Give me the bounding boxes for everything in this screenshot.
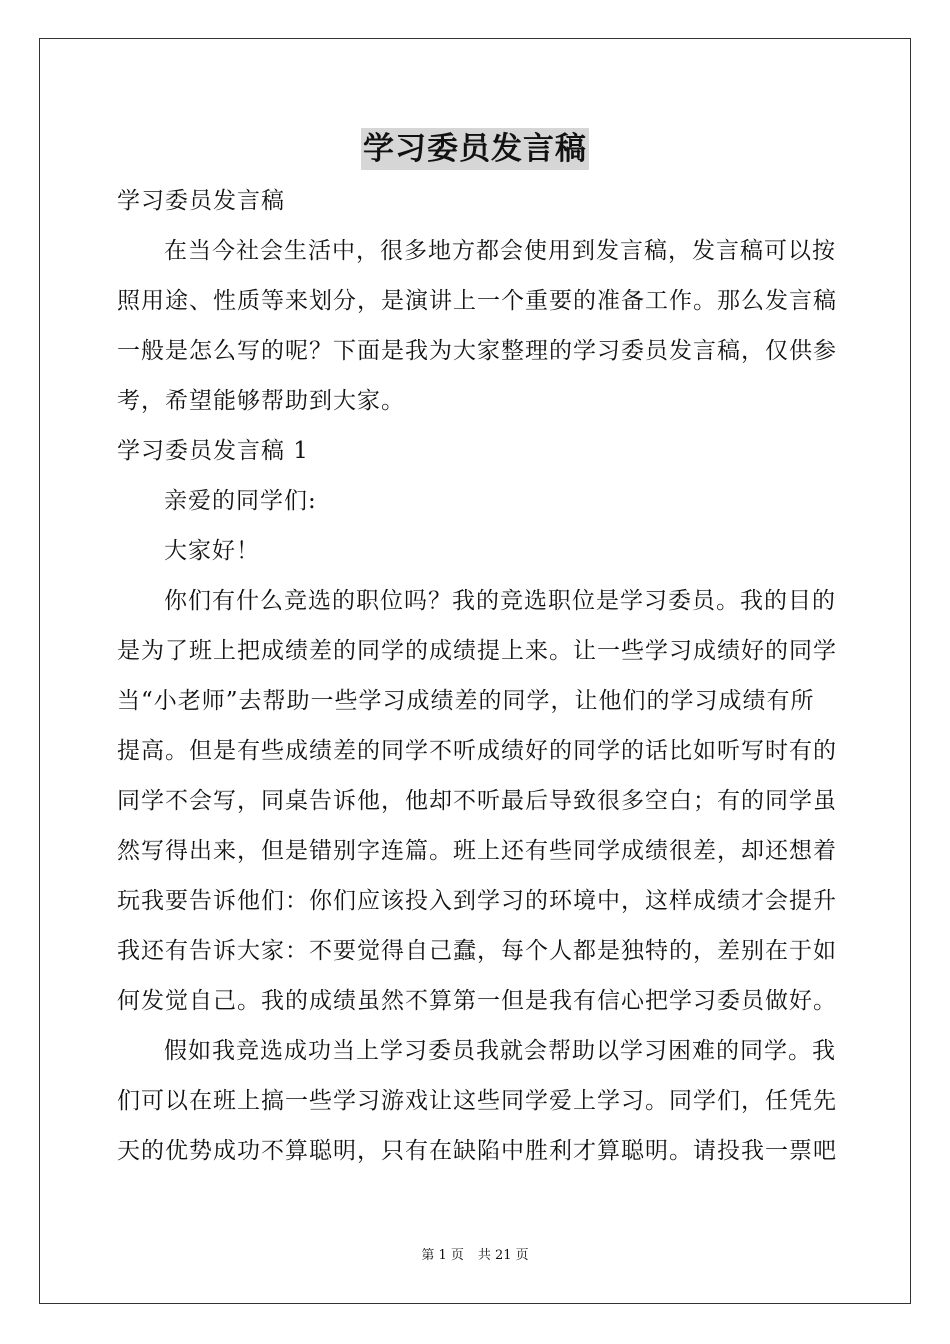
text-line: 提高。但是有些成绩差的同学不听成绩好的同学的话比如听写时有的 bbox=[117, 738, 837, 764]
text-line: 学习委员发言稿 1 bbox=[117, 438, 309, 464]
text-line: 亲爱的同学们: bbox=[164, 488, 317, 514]
text-line: 一般是怎么写的呢？下面是我为大家整理的学习委员发言稿，仅供参 bbox=[117, 338, 837, 364]
text-line: 假如我竞选成功当上学习委员我就会帮助以学习困难的同学。我 bbox=[164, 1038, 836, 1064]
text-line: 你们有什么竞选的职位吗？我的竞选职位是学习委员。我的目的 bbox=[164, 588, 836, 614]
text-line: 考，希望能够帮助到大家。 bbox=[117, 388, 405, 414]
title-container bbox=[0, 128, 950, 170]
document-title: 学习委员发言稿 bbox=[361, 128, 589, 170]
text-line: 玩我要告诉他们：你们应该投入到学习的环境中，这样成绩才会提升 bbox=[117, 888, 837, 914]
page-footer bbox=[0, 1246, 950, 1266]
text-line: 当“小老师”去帮助一些学习成绩差的同学，让他们的学习成绩有所 bbox=[117, 688, 815, 714]
text-line: 然写得出来，但是错别字连篇。班上还有些同学成绩很差，却还想着 bbox=[117, 838, 837, 864]
text-line: 在当今社会生活中，很多地方都会使用到发言稿，发言稿可以按 bbox=[164, 238, 836, 264]
text-line: 同学不会写，同桌告诉他，他却不听最后导致很多空白；有的同学虽 bbox=[117, 788, 837, 814]
text-line: 是为了班上把成绩差的同学的成绩提上来。让一些学习成绩好的同学 bbox=[117, 638, 837, 664]
text-line: 天的优势成功不算聪明，只有在缺陷中胜利才算聪明。请投我一票吧 bbox=[117, 1138, 837, 1164]
text-line: 何发觉自己。我的成绩虽然不算第一但是我有信心把学习委员做好。 bbox=[117, 988, 837, 1014]
text-line: 学习委员发言稿 bbox=[117, 188, 285, 214]
text-line: 大家好！ bbox=[164, 538, 260, 564]
text-line: 照用途、性质等来划分，是演讲上一个重要的准备工作。那么发言稿 bbox=[117, 288, 837, 314]
page-number: 第 1 页 bbox=[421, 1248, 464, 1263]
document-body bbox=[117, 176, 835, 1176]
page-total: 共 21 页 bbox=[477, 1248, 529, 1263]
text-line: 们可以在班上搞一些学习游戏让这些同学爱上学习。同学们，任凭先 bbox=[117, 1088, 837, 1114]
text-line: 我还有告诉大家：不要觉得自己蠢，每个人都是独特的，差别在于如 bbox=[117, 938, 837, 964]
